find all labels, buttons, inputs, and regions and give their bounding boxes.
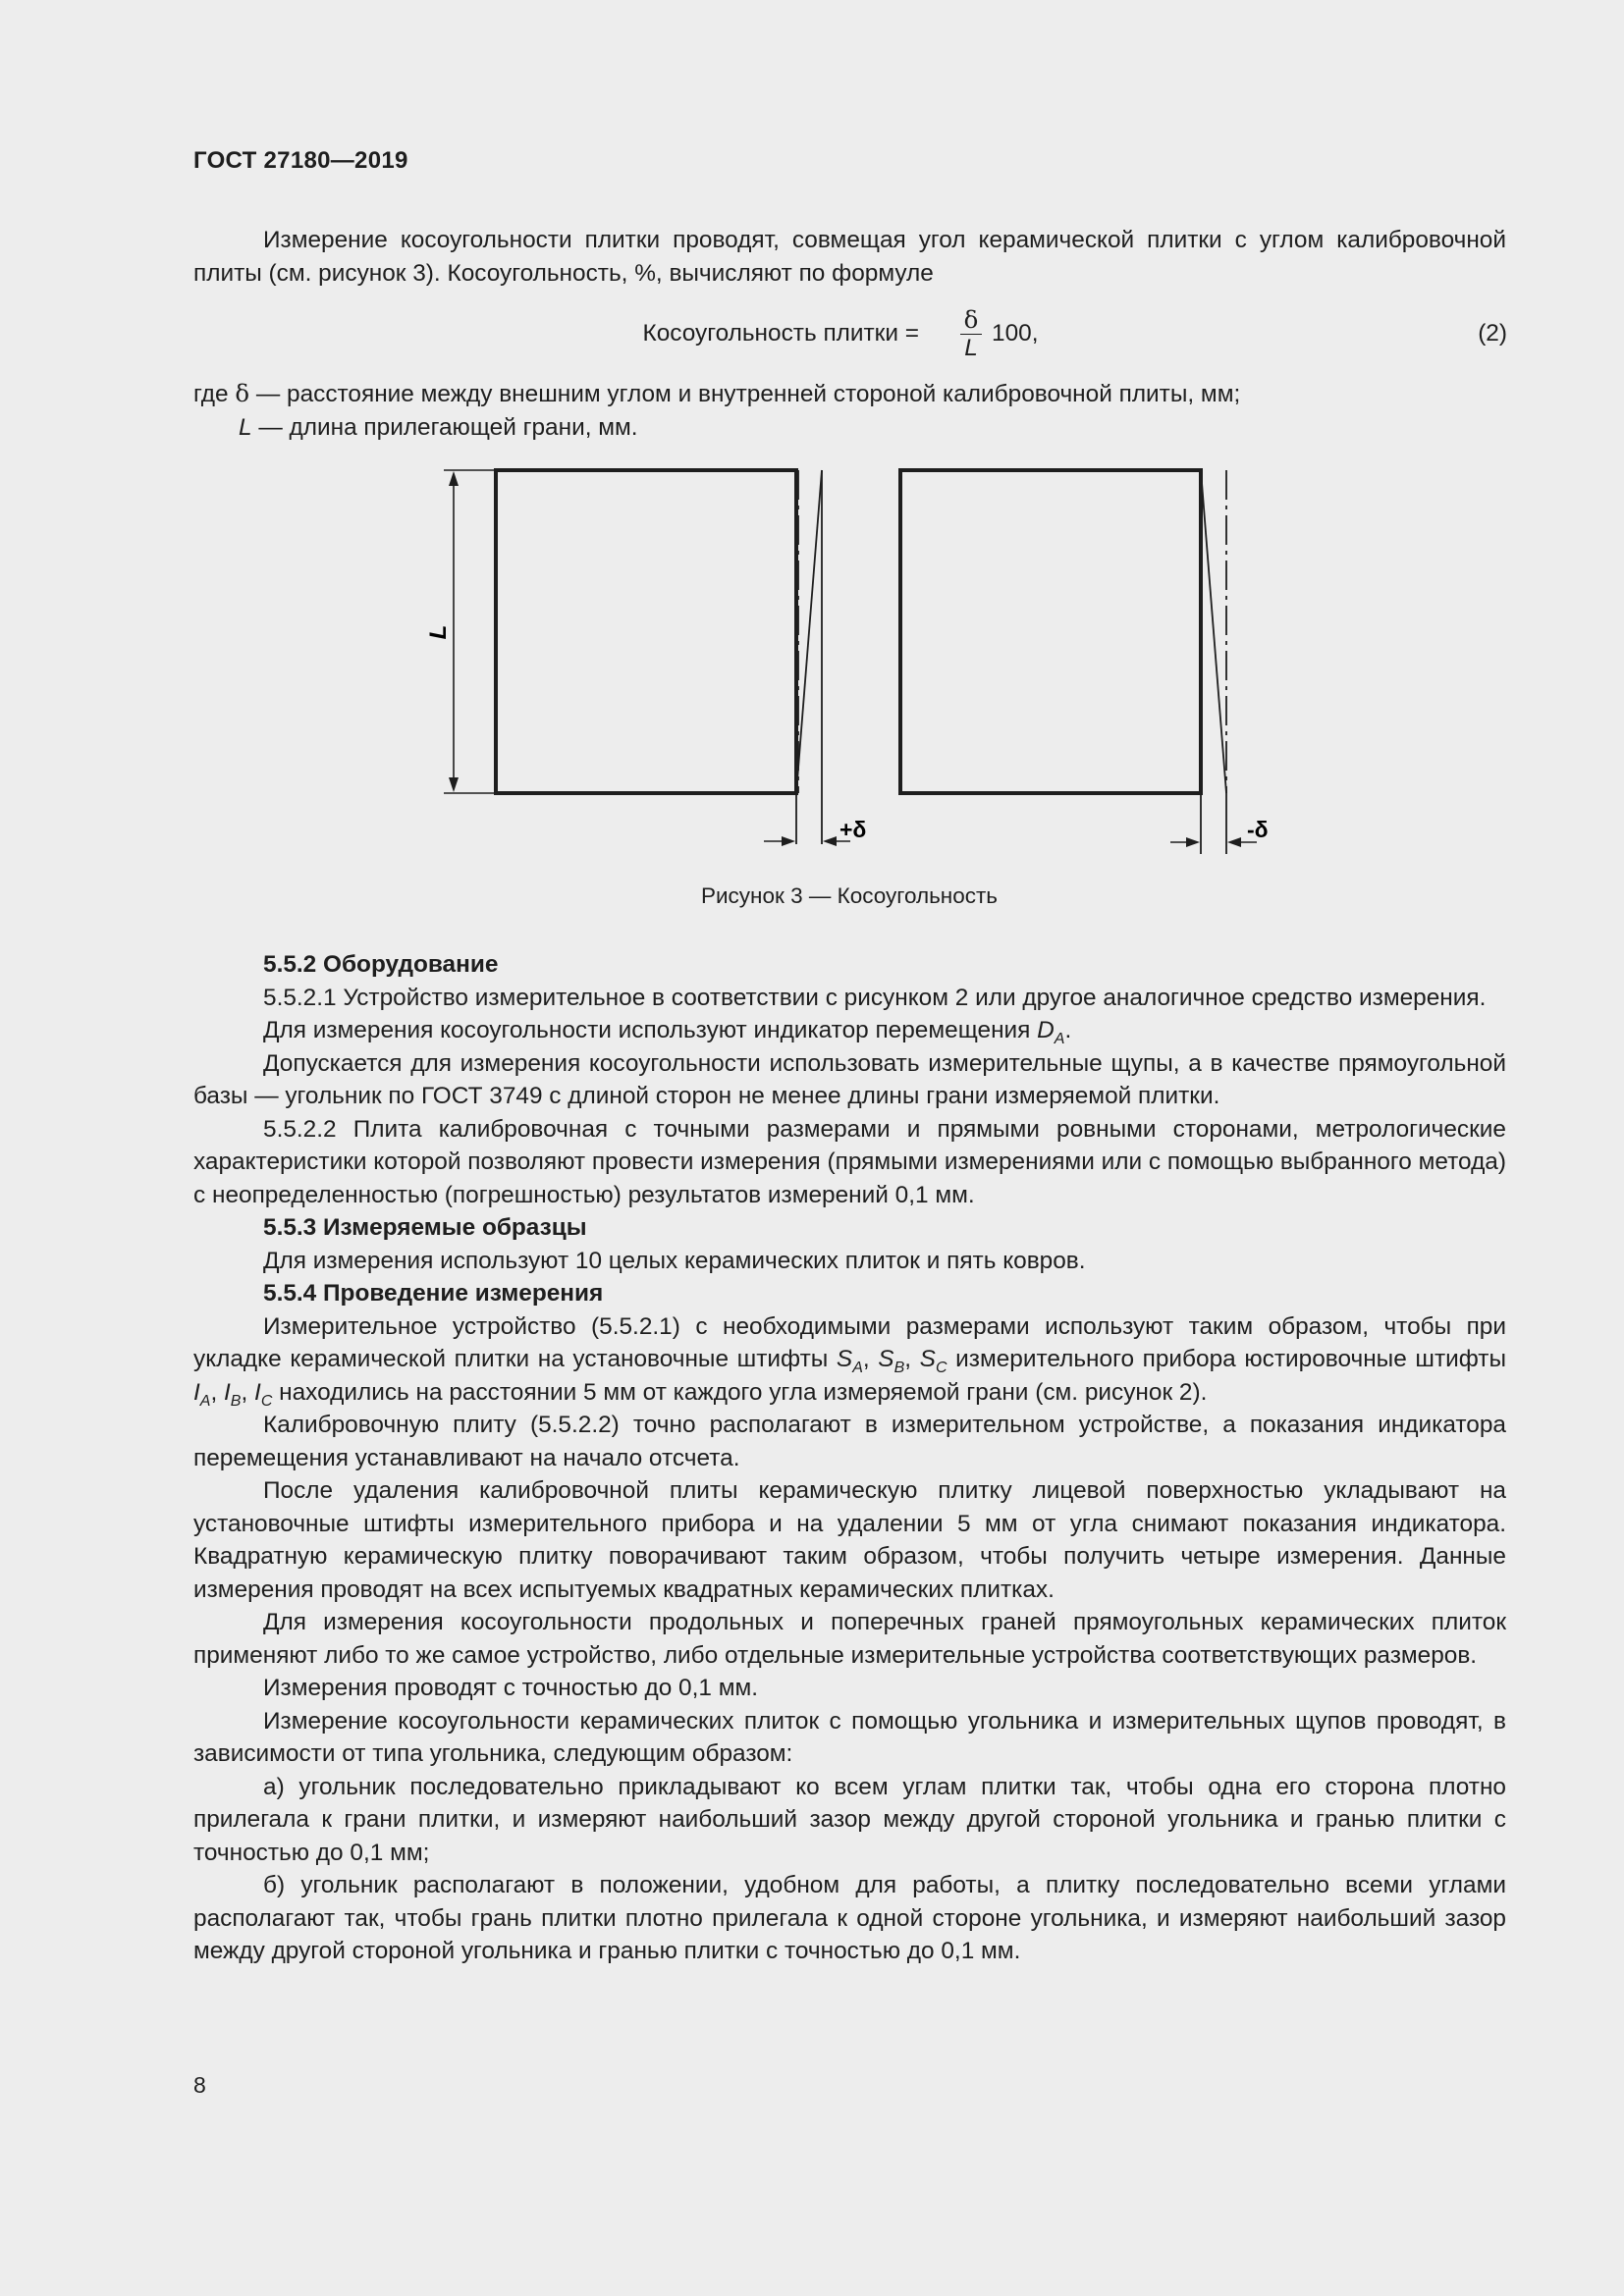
dim-l-arrow-top xyxy=(449,471,459,486)
para-calibration-plate: Калибровочную плиту (5.5.2.2) точно располагают в измерительном устройстве, а показания индикатора перемещения устанавливают на начало отсчета. xyxy=(193,1412,1506,1471)
intro-paragraph: Измерение косоугольности плитки проводят, совмещая угол керамической плитки с углом калибровочной плиты (см. рисунок 3). Косоугольность, %, вычисляют по формуле xyxy=(193,227,1506,287)
formula-lhs: Косоугольность плитки = xyxy=(642,320,919,347)
right-tile xyxy=(900,470,1201,793)
label-minus-delta: -δ xyxy=(1247,817,1269,842)
label-plus-delta: +δ xyxy=(839,817,867,842)
delta-symbol: δ xyxy=(235,379,250,407)
plus-delta-arrow-right xyxy=(823,836,837,846)
para-5-5-2-2: 5.5.2.2 Плита калибровочная с точными размерами и прямыми ровными сторонами, метрологические характеристики которой позволяют провести измерения (прямыми измерениями или с помощью выбранного метода) с неопределенностью (погрешностью) результатов измерений 0,1 мм. xyxy=(193,1115,1506,1208)
formula-denominator: L xyxy=(964,335,978,361)
legend-l: L — длина прилегающей грани, мм. xyxy=(239,413,638,441)
para-rectangular-tiles: Для измерения косоугольности продольных и поперечных граней прямоугольных керамических плиток применяют либо то же самое устройство, либо отдельные измерительные устройства соответствующих размеров. xyxy=(193,1609,1506,1669)
l-symbol: L xyxy=(239,413,252,441)
page-number: 8 xyxy=(193,2072,206,2098)
heading-5-5-3: 5.5.3 Измеряемые образцы xyxy=(263,1214,587,1241)
formula-numerator: δ xyxy=(960,306,982,335)
formula-rhs: 100, xyxy=(992,320,1039,347)
document-header: ГОСТ 27180—2019 xyxy=(193,147,408,174)
para-samples: Для измерения используют 10 целых керамических плиток и пять ковров. xyxy=(263,1247,1086,1274)
figure-caption: Рисунок 3 — Косоугольность xyxy=(700,883,999,908)
heading-5-5-4: 5.5.4 Проведение измерения xyxy=(263,1280,604,1307)
para-measurement-procedure: После удаления калибровочной плиты керамическую плитку лицевой поверхностью укладывают на установочные штифты измерительного прибора и на удалении 5 мм от угла снимают показания индикатора. Квадратную керамическую плитку поворачивают таким образом, чтобы получить четыре измерения. Данные измерения проводят на всех испытуемых квадратных керамических плитках. xyxy=(193,1477,1506,1603)
body-text xyxy=(193,948,1506,1968)
minus-delta-arrow-right xyxy=(1227,837,1241,847)
dim-l-arrow-bottom xyxy=(449,777,459,792)
para-device-setup: Измерительное устройство (5.5.2.1) с необходимыми размерами используют таким образом, чтобы при укладке керамической плитки на установочные штифты $S_A$, $S_B$, $S_C$ измерительного прибора юстировочные штифты $I_A$, $I_B$, $I_C$ находились на расстоянии 5 мм от каждого угла измеряемой грани (см. рисунок 2). xyxy=(193,1312,1506,1410)
right-skew-line xyxy=(1201,470,1226,793)
minus-delta-arrow-left xyxy=(1186,837,1200,847)
para-feeler-gauges: Допускается для измерения косоугольности использовать измерительные щупы, а в качестве прямоугольной базы — угольник по ГОСТ 3749 с длиной сторон не менее длины грани измеряемой плитки. xyxy=(193,1049,1506,1109)
list-item-b: б) угольник располагают в положении, удобном для работы, а плитку последовательно всеми углами располагают так, чтобы грань плитки плотно прилегала к одной стороне угольника, и измеряют наибольший зазор между другой стороной угольника и гранью плитки с точностью до 0,1 мм. xyxy=(193,1872,1506,1964)
para-5-5-2-1: 5.5.2.1 Устройство измерительное в соответствии с рисунком 2 или другое аналогичное средство измерения. xyxy=(263,984,1487,1011)
left-tile xyxy=(496,470,796,793)
legend-delta: где δ — расстояние между внешним углом и внутренней стороной калибровочной плиты, мм; xyxy=(193,379,1241,407)
list-item-a: а) угольник последовательно прикладывают ко всем углам плитки так, чтобы одна его сторона плотно прилегала к грани плитки, и измеряют наибольший зазор между другой стороной угольника и гранью плитки с точностью до 0,1 мм; xyxy=(193,1773,1506,1866)
heading-5-5-2: 5.5.2 Оборудование xyxy=(263,951,499,978)
para-indicator: Для измерения косоугольности используют индикатор перемещения $D_A$. xyxy=(263,1017,1072,1047)
plus-delta-arrow-left xyxy=(782,836,795,846)
left-skew-line xyxy=(796,470,822,793)
label-l: L xyxy=(425,624,452,640)
para-accuracy: Измерения проводят с точностью до 0,1 мм. xyxy=(263,1675,759,1701)
para-square-method: Измерение косоугольности керамических плиток с помощью угольника и измерительных щупов проводят, в зависимости от типа угольника, следующим образом: xyxy=(193,1707,1506,1767)
formula-number: (2) xyxy=(1478,320,1507,347)
